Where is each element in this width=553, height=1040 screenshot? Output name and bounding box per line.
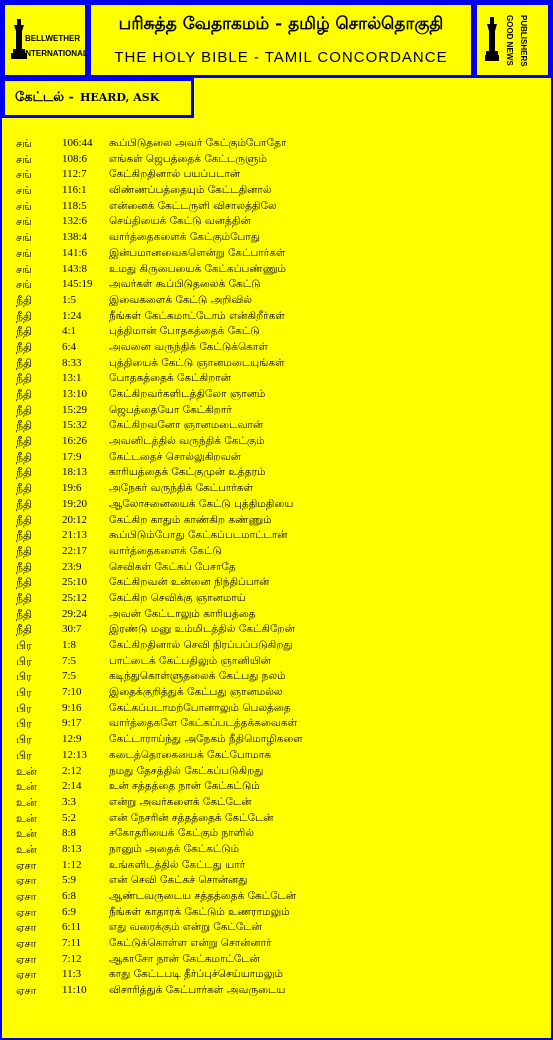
verse-ref: 6:8 [62, 890, 77, 902]
verse-snippet: செவிகள் கேட்கப் பேசாதே [109, 560, 236, 573]
verse-snippet: என்னைக் கேட்டருளி விசாலத்திலே [109, 199, 277, 212]
verse-ref: 11:10 [62, 984, 87, 997]
list-item [16, 136, 546, 152]
verse-snippet: நமது தேசத்தில் கேட்கப்படுகிறது [109, 764, 264, 777]
book-abbrev: நீதி [16, 497, 33, 511]
verse-ref: 12:13 [62, 748, 88, 761]
list-item [16, 936, 546, 952]
verse-ref: 18:13 [62, 466, 88, 479]
book-abbrev: நீதி [16, 513, 33, 527]
verse-ref: 1:8 [62, 639, 77, 651]
verse-ref: 8:33 [62, 356, 82, 369]
tower-icon [485, 17, 499, 61]
verse-ref: 1:24 [62, 309, 82, 322]
list-item [16, 764, 546, 780]
book-abbrev: ஏசா [16, 921, 37, 935]
verse-snippet: ஆண்டவருடைய சத்தத்தைக் கேட்டேன் [109, 890, 297, 902]
verse-ref: 132:6 [62, 215, 88, 228]
list-item [16, 544, 546, 560]
book-abbrev: உன் [16, 780, 37, 794]
list-item [16, 654, 546, 670]
book-abbrev: சங் [16, 215, 32, 229]
verse-snippet: இவைகளைக் கேட்டு அறிவில் [109, 293, 252, 306]
verse-ref: 15:29 [62, 403, 88, 416]
title-tamil: பரிசுத்த வேதாகமம் - தமிழ் சொல்தொகுதி [118, 14, 444, 34]
verse-snippet: விண்ணப்பத்தையும் கேட்டதினால் [109, 184, 272, 197]
book-abbrev: ஏசா [16, 968, 37, 982]
verse-ref: 16:26 [62, 435, 88, 448]
verse-snippet: உமது கிருபையைக் கேட்கப்பண்ணும் [109, 262, 286, 275]
verse-ref: 25:10 [62, 576, 88, 589]
list-item [16, 858, 546, 874]
list-item [16, 167, 546, 183]
book-abbrev: சங் [16, 246, 32, 260]
verse-snippet: சகோதரியைக் கேட்கும் நாளில் [109, 827, 254, 840]
book-abbrev: நீதி [16, 293, 33, 307]
verse-ref: 2:12 [62, 764, 82, 777]
book-abbrev: பிர [16, 748, 32, 762]
book-abbrev: பிர [16, 686, 32, 700]
list-item [16, 701, 546, 717]
verse-snippet: கேட்கிற செவிக்கு ஞானமாய் [109, 591, 246, 604]
book-abbrev: நீதி [16, 482, 33, 496]
list-item [16, 371, 546, 387]
verse-ref: 6:4 [62, 340, 77, 353]
book-abbrev: ஏசா [16, 858, 37, 872]
book-abbrev: நீதி [16, 607, 33, 621]
verse-ref: 1:12 [62, 858, 82, 871]
verse-snippet: கடிந்துகொள்ளுதலைக் கேட்பது நலம் [109, 670, 286, 683]
verse-ref: 6:9 [62, 905, 77, 918]
verse-ref: 138:4 [62, 231, 88, 244]
list-item [16, 920, 546, 936]
list-item [16, 277, 546, 293]
verse-ref: 12:9 [62, 733, 82, 746]
logo-text-line-2: PUBLISHERS [519, 15, 528, 67]
verse-snippet: இன்பமானவைகளென்று கேட்பார்கள் [109, 246, 286, 259]
list-item [16, 324, 546, 340]
book-abbrev: உன் [16, 827, 37, 841]
book-abbrev: உன் [16, 842, 37, 856]
list-item [16, 293, 546, 309]
book-abbrev: நீதி [16, 419, 33, 433]
list-item [16, 575, 546, 591]
verse-snippet: என்று அவர்களைக் கேட்டேன் [109, 795, 252, 808]
verse-snippet: நானும் அதைக் கேட்கட்டும் [109, 842, 240, 855]
book-abbrev: ஏசா [16, 984, 37, 998]
verse-snippet: உன் சத்தத்தை நான் கேட்கட்டும் [109, 780, 260, 793]
title-box [88, 2, 474, 78]
verse-snippet: கடைத்தொகையைக் கேட்போமாக [109, 748, 271, 761]
verse-snippet: கேட்டதைச் சொல்லுகிறவன் [109, 450, 241, 463]
list-item [16, 387, 546, 403]
verse-snippet: உங்களிடத்தில் கேட்டது யார் [109, 858, 246, 871]
list-item [16, 340, 546, 356]
list-item [16, 560, 546, 576]
list-item [16, 795, 546, 811]
logo-text-line-1: GOOD NEWS [505, 15, 514, 66]
list-item [16, 309, 546, 325]
verse-snippet: என் செவி கேட்கச் சொன்னது [109, 874, 248, 887]
good-news-logo [474, 2, 551, 78]
verse-snippet: ஜெபத்தையோ கேட்கிறார் [109, 403, 232, 416]
book-abbrev: பிர [16, 670, 32, 684]
list-item [16, 246, 546, 262]
list-item [16, 842, 546, 858]
list-item [16, 889, 546, 905]
verse-snippet: கேட்டாராய்ந்து அநேகம் நீதிமொழிகளை [109, 733, 303, 746]
verse-ref: 7:5 [62, 654, 77, 667]
verse-ref: 112:7 [62, 168, 87, 181]
verse-ref: 25:12 [62, 591, 88, 604]
book-abbrev: பிர [16, 639, 32, 652]
verse-snippet: ஆலோசனையைக் கேட்டு புத்திமதியை [109, 497, 294, 510]
book-abbrev: உன் [16, 764, 37, 778]
verse-snippet: கேட்டுக்கொள்ள என்று சொன்னார் [109, 937, 272, 950]
list-item [16, 434, 546, 450]
verse-snippet: போதகத்தைக் கேட்கிறான் [109, 372, 231, 385]
book-abbrev: நீதி [16, 544, 33, 558]
verse-snippet: காரியத்தைக் கேட்குமுன் உத்தரம் [109, 466, 266, 479]
verse-ref: 6:11 [62, 921, 82, 934]
verse-ref: 30:7 [62, 623, 82, 636]
verse-ref: 3:3 [62, 795, 77, 808]
verse-ref: 143:8 [62, 262, 88, 275]
verse-snippet: கேட்கிறதினால் பயப்படான் [109, 168, 241, 181]
book-abbrev: உன் [16, 795, 37, 809]
list-item [16, 403, 546, 419]
title-english: THE HOLY BIBLE - TAMIL CONCORDANCE [114, 49, 448, 66]
verse-ref: 4:1 [62, 325, 77, 338]
list-item [16, 152, 546, 168]
book-abbrev: ஏசா [16, 952, 37, 966]
book-abbrev: சங் [16, 168, 32, 182]
verse-ref: 118:5 [62, 199, 87, 212]
verse-ref: 7:12 [62, 952, 82, 965]
list-item [16, 230, 546, 246]
verse-ref: 21:13 [62, 529, 88, 542]
verse-ref: 8:13 [62, 842, 82, 855]
list-item [16, 622, 546, 638]
verse-snippet: காது கேட்டபடி தீர்ப்புச்செய்யாமலும் [109, 968, 283, 981]
list-item [16, 732, 546, 748]
verse-snippet: பாட்டைக் கேட்பதிலும் ஞானியின் [109, 654, 271, 667]
verse-ref: 29:24 [62, 607, 88, 620]
book-abbrev: ஏசா [16, 905, 37, 919]
verse-snippet: அநேகர் வருந்திக் கேட்பார்கள் [109, 482, 254, 495]
list-item [16, 199, 546, 215]
verse-snippet: புத்திமான் போதகத்தைக் கேட்டு [109, 325, 260, 338]
book-abbrev: நீதி [16, 435, 33, 449]
logo-text-line-1: BELLWETHER [25, 34, 81, 43]
verse-snippet: புத்தியைக் கேட்டு ஞானமடையுங்கள் [109, 356, 285, 369]
verse-ref: 22:17 [62, 544, 88, 557]
verse-ref: 19:6 [62, 482, 82, 495]
verse-snippet: நீங்கள் காதாரக் கேட்டும் உணராமலும் [109, 905, 290, 918]
book-abbrev: நீதி [16, 450, 33, 464]
verse-snippet: கூப்பிடும்போது கேட்கப்படமாட்டான் [109, 529, 288, 542]
list-item [16, 873, 546, 889]
verse-snippet: இரண்டு மனு உம்மிடத்தில் கேட்கிறேன் [109, 623, 295, 636]
verse-ref: 7:11 [62, 937, 82, 950]
verse-ref: 106:44 [62, 137, 93, 149]
list-item [16, 983, 546, 999]
verse-ref: 9:17 [62, 717, 82, 730]
list-item [16, 967, 546, 983]
verse-snippet: கேட்கிறதினால் செவி நிரப்பப்படுகிறது [109, 639, 293, 651]
list-item [16, 214, 546, 230]
verse-ref: 145:19 [62, 278, 93, 291]
book-abbrev: சங் [16, 231, 32, 245]
book-abbrev: பிர [16, 733, 32, 747]
word-heading [15, 90, 159, 106]
book-abbrev: நீதி [16, 576, 33, 590]
verse-ref: 13:1 [62, 372, 82, 385]
verse-ref: 11:3 [62, 968, 82, 981]
verse-ref: 15:32 [62, 419, 88, 432]
book-abbrev: நீதி [16, 309, 33, 323]
verse-snippet: ஆகாசோ நான் கேட்கமாட்டேன் [109, 952, 260, 965]
book-abbrev: நீதி [16, 403, 33, 417]
book-abbrev: உன் [16, 811, 37, 825]
word-heading-tamil: கேட்டல் - [15, 90, 74, 105]
list-item [16, 591, 546, 607]
list-item [16, 638, 546, 654]
verse-ref: 5:9 [62, 874, 77, 887]
verse-ref: 20:12 [62, 513, 88, 526]
book-abbrev: பிர [16, 654, 32, 668]
verse-snippet: அவர்கள் கூப்பிடுதலைக் கேட்டு [109, 278, 261, 291]
list-item [16, 607, 546, 623]
book-abbrev: நீதி [16, 356, 33, 370]
verse-snippet: செய்தியைக் கேட்டு வனத்தின் [109, 215, 251, 228]
book-abbrev: ஏசா [16, 937, 37, 951]
verse-ref: 23:9 [62, 560, 82, 573]
verse-snippet: வார்த்தைகளைக் கேட்கும்போது [109, 231, 260, 244]
verse-snippet: கேட்கிற காதும் காண்கிற கண்ணும் [109, 513, 272, 526]
book-abbrev: சங் [16, 137, 32, 150]
verse-snippet: கேட்கிறவன் உன்னை நிந்திப்பான் [109, 576, 270, 589]
list-item [16, 481, 546, 497]
book-abbrev: சங் [16, 152, 32, 166]
verse-snippet: வார்த்தைகளே கேட்கப்படத்தக்கவைகள் [109, 717, 298, 730]
verse-ref: 116:1 [62, 184, 87, 197]
verse-ref: 108:6 [62, 152, 88, 165]
verse-ref: 1:5 [62, 293, 77, 306]
book-abbrev: சங் [16, 184, 32, 198]
concordance-list [16, 136, 546, 999]
verse-ref: 19:20 [62, 497, 88, 510]
verse-ref: 7:10 [62, 686, 82, 699]
book-abbrev: நீதி [16, 466, 33, 480]
word-heading-english: HEARD, ASK [79, 91, 160, 104]
list-item [16, 262, 546, 278]
verse-snippet: அவனிடத்தில் வருந்திக் கேட்கும் [109, 435, 265, 448]
logo-text-line-2: INTERNATIONAL [23, 49, 88, 58]
list-item [16, 528, 546, 544]
verse-snippet: அவனை வருந்திக் கேட்டுக்கொள் [109, 340, 268, 353]
book-abbrev: நீதி [16, 340, 33, 354]
book-abbrev: நீதி [16, 388, 33, 401]
list-item [16, 513, 546, 529]
verse-ref: 13:10 [62, 388, 88, 400]
verse-ref: 5:2 [62, 811, 77, 824]
book-abbrev: ஏசா [16, 890, 37, 903]
list-item [16, 748, 546, 764]
verse-snippet: கேட்கப்படாமற்போனாலும் பெலத்தை [109, 701, 291, 714]
list-item [16, 497, 546, 513]
verse-snippet: எது வரைக்கும் என்று கேட்டேன் [109, 921, 262, 934]
list-item [16, 905, 546, 921]
list-item [16, 356, 546, 372]
list-item [16, 450, 546, 466]
book-abbrev: நீதி [16, 372, 33, 386]
book-abbrev: சங் [16, 199, 32, 213]
list-item [16, 811, 546, 827]
verse-ref: 8:8 [62, 827, 77, 840]
verse-snippet: கேட்கிறவர்களிடத்திலோ ஞானம் [109, 388, 266, 400]
list-item [16, 826, 546, 842]
bellwether-logo [2, 2, 88, 78]
book-abbrev: பிர [16, 701, 32, 715]
word-heading-box [2, 78, 194, 118]
list-item [16, 685, 546, 701]
list-item [16, 465, 546, 481]
book-abbrev: நீதி [16, 325, 33, 339]
verse-snippet: வார்த்தைகளைக் கேட்டு [109, 544, 222, 557]
verse-snippet: நீங்கள் கேட்கமாட்டோம் என்கிறீர்கள் [109, 309, 285, 322]
book-abbrev: நீதி [16, 529, 33, 543]
verse-ref: 141:6 [62, 246, 88, 259]
verse-snippet: என் நேசரின் சத்தத்தைக் கேட்டேன் [109, 811, 274, 824]
verse-snippet: எங்கள் ஜெபத்தைக் கேட்டருளும் [109, 152, 267, 165]
book-abbrev: ஏசா [16, 874, 37, 888]
verse-snippet: கூப்பிடுதலை அவர் கேட்கும்போதோ [109, 137, 287, 149]
book-abbrev: பிர [16, 717, 32, 731]
book-abbrev: சங் [16, 262, 32, 276]
list-item [16, 779, 546, 795]
verse-ref: 9:16 [62, 701, 82, 714]
book-abbrev: நீதி [16, 623, 33, 637]
list-item [16, 183, 546, 199]
list-item [16, 418, 546, 434]
verse-ref: 17:9 [62, 450, 82, 463]
book-abbrev: சங் [16, 278, 32, 292]
verse-ref: 2:14 [62, 780, 82, 793]
verse-snippet: அவன் கேட்டாலும் காரியத்தை [109, 607, 256, 620]
book-abbrev: நீதி [16, 591, 33, 605]
verse-snippet: இதைக்குறித்துக் கேட்பது ஞானமல்ல [109, 686, 283, 699]
book-abbrev: நீதி [16, 560, 33, 574]
list-item [16, 669, 546, 685]
verse-snippet: கேட்கிறவனோ ஞானமடைவான் [109, 419, 264, 432]
verse-ref: 7:5 [62, 670, 77, 683]
verse-snippet: விசாரித்துக் கேட்பார்கள் அவருடைய [109, 984, 286, 997]
list-item [16, 716, 546, 732]
list-item [16, 952, 546, 968]
